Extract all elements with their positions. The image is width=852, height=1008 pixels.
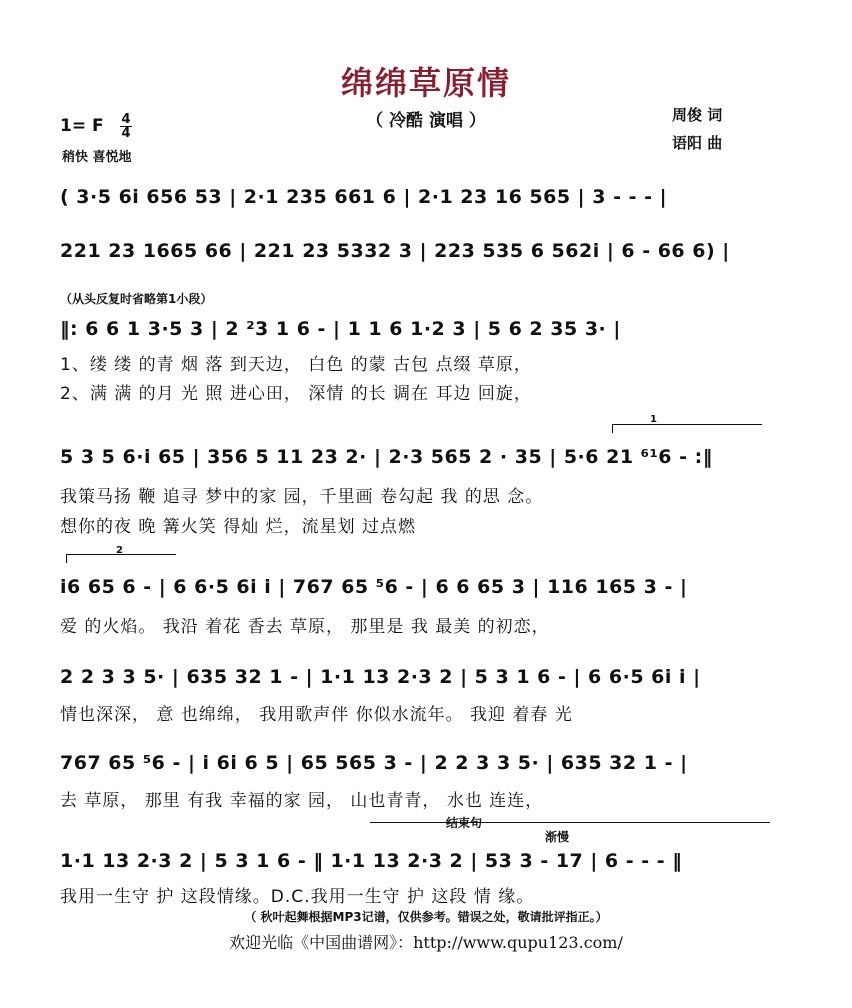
composer-credit: 语阳 曲 bbox=[672, 134, 723, 152]
transcriber-note: （ 秋叶起舞根据MP3记谱，仅供参考。错误之处，敬请批评指正。） bbox=[244, 910, 608, 924]
music-line-7: 767 65 ⁵6 - | i 6i 6 5 | 65 565 3 - | 2 2 3 3 5· | 635 32 1 - | bbox=[60, 752, 688, 774]
meter-top: 4 bbox=[121, 112, 131, 127]
volta-2-hook bbox=[66, 554, 67, 563]
lyric-line-4-verse1: 我策马扬 鞭 追寻 梦中的家 园，千里画 卷勾起 我 的思 念。 bbox=[60, 487, 544, 507]
music-line-8: 1·1 13 2·3 2 | 5 3 1 6 - ‖ 1·1 13 2·3 2 | 53 3 - 17 | 6 - - - ‖ bbox=[60, 850, 683, 872]
lyric-line-6: 情也深深， 意 也绵绵， 我用歌声伴 你似水流年。 我迎 着春 光 bbox=[60, 705, 573, 725]
music-line-6: 2 2 3 3 5· | 635 32 1 - | 1·1 13 2·3 2 | 5 3 1 6 - | 6 6·5 6i i | bbox=[60, 666, 701, 688]
lyric-line-7: 去 草原， 那里 有我 幸福的家 园， 山也青青， 水也 连连， bbox=[60, 791, 544, 811]
lyric-line-4-verse2: 想你的夜 晚 篝火笑 得灿 烂，流星划 过点燃 bbox=[60, 517, 417, 537]
music-line-2: 221 23 1665 66 | 221 23 5332 3 | 223 535 6 562i | 6 - 66 6) | bbox=[60, 240, 730, 262]
volta-1-bracket bbox=[612, 424, 762, 425]
time-signature bbox=[120, 113, 132, 140]
volta-2-number: 2 bbox=[116, 545, 123, 556]
ending-bracket bbox=[370, 822, 770, 823]
volta-1-hook bbox=[612, 424, 613, 433]
repeat-note: （从头反复时省略第1小段） bbox=[60, 292, 213, 306]
lyric-line-3-verse2: 2、满 满 的月 光 照 进心田， 深情 的长 调在 耳边 回旋， bbox=[60, 384, 532, 404]
lyricist-credit: 周俊 词 bbox=[672, 106, 723, 124]
music-line-1: ( 3·5 6i 656 53 | 2·1 235 661 6 | 2·1 23 16 565 | 3 - - - | bbox=[60, 186, 668, 208]
ritardando-marker: 渐慢 bbox=[545, 830, 570, 844]
music-line-4: 5 3 5 6·i 65 | 356 5 11 23 2· | 2·3 565 2 · 35 | 5·6 21 ⁶¹6 - :‖ bbox=[60, 446, 713, 468]
performer: （ 冷酷 演唱 ） bbox=[366, 111, 486, 131]
song-title: 绵绵草原情 bbox=[340, 64, 511, 102]
lyric-line-5: 爱 的火焰。 我沿 着花 香去 草原， 那里是 我 最美 的初恋， bbox=[60, 617, 550, 637]
lyric-line-8: 我用一生守 护 这段情缘。D.C.我用一生守 护 这段 情 缘。 bbox=[60, 887, 535, 907]
volta-1-number: 1 bbox=[650, 414, 657, 425]
music-line-3: ‖: 6 6 1 3·5 3 | 2 ²3 1 6 - | 1 1 6 1·2 3 | 5 6 2 35 3· | bbox=[60, 318, 621, 340]
lyric-line-3-verse1: 1、缕 缕 的青 烟 落 到天边， 白色 的蒙 古包 点缀 草原， bbox=[60, 355, 532, 375]
website-credit: 欢迎光临《中国曲谱网》：http://www.qupu123.com/ bbox=[229, 933, 623, 952]
key-signature: 1= F bbox=[60, 116, 104, 136]
tempo-marking: 稍快 喜悦地 bbox=[62, 150, 132, 165]
ending-marker: 结束句 bbox=[446, 816, 483, 830]
meter-bottom: 4 bbox=[121, 126, 131, 141]
music-line-5: i6 65 6 - | 6 6·5 6i i | 767 65 ⁵6 - | 6 6 65 3 | 116 165 3 - | bbox=[60, 576, 688, 598]
